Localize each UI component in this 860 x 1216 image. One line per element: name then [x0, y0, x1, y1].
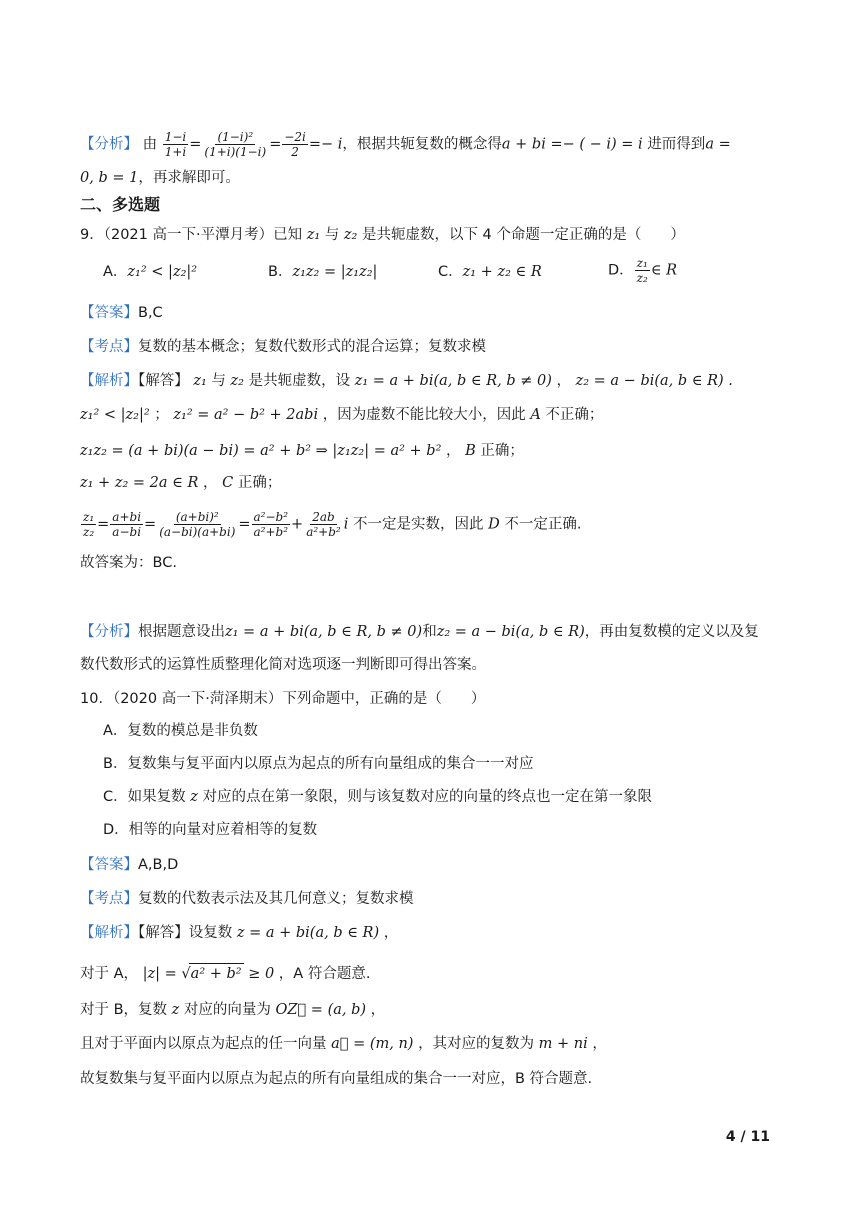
- math: a =: [705, 136, 731, 153]
- analysis-line-1: 【分析】 由 $\frac{1-i}{1+i}$ = $\frac{\text{(1−i)²}}{(1+i)(1-i)}$ = $\frac{-2i}{2}$ =− i，根据共轭复数的概念得a + bi =− ( − i) = i 进而得到a =: [80, 130, 731, 159]
- q10-option-b[interactable]: B．复数集与复平面内以原点为起点的所有向量组成的集合一一对应: [103, 756, 534, 772]
- fraction: $\frac{-2i}{2}$: [284, 130, 306, 159]
- q9-stem: 9．（2021 高一下·平潭月考）已知 z₁ 与 z₂ 是共轭虚数，以下 4 个命题一定正确的是（ ）: [80, 227, 685, 243]
- solution-tag: 【解析】: [80, 373, 138, 389]
- solution-tag: 【解析】: [80, 925, 138, 941]
- text: ，再求解即可。: [138, 170, 240, 186]
- q10-stem: 10．（2020 高一下·菏泽期末）下列命题中，正确的是（ ）: [80, 691, 486, 707]
- text: ，根据共轭复数的概念得: [342, 136, 502, 153]
- answer-tag: 【答案】: [80, 305, 138, 321]
- q10-solution-line-3: 对于 B，复数 z 对应的向量为 OZ⃗ = (a, b) ，: [80, 1002, 386, 1018]
- q10-solution-line-4: 且对于平面内以原点为起点的任一向量 a⃗ = (m, n) ，其对应的复数为 m + ni ，: [80, 1036, 607, 1052]
- q9-option-d[interactable]: D． $\frac{\text{z₁}}{\text{z₂}}$ ∈ R: [608, 256, 678, 285]
- text: 由: [142, 136, 158, 153]
- q10-option-c[interactable]: C．如果复数 z 对应的点在第一象限，则与该复数对应的向量的终点也一定在第一象限: [103, 789, 652, 805]
- q10-solution-line-5: 故复数集与复平面内以原点为起点的所有向量组成的集合一一对应，B 符合题意.: [80, 1071, 593, 1087]
- q9-solution-line-4: z₁ + z₂ = 2a ∈ R ， C 正确；: [80, 475, 282, 491]
- q9-analysis-line-1: 【分析】根据题意设出z₁ = a + bi(a, b ∈ R, b ≠ 0)和z₂ = a − bi(a, b ∈ R)，再由复数模的定义以及复: [80, 624, 759, 640]
- q9-solution-line-6: 故答案为：BC.: [80, 555, 177, 571]
- q10-solution-line-2: 对于 A， |z| = √a² + b² ≥ 0 ，A 符合题意.: [80, 963, 780, 984]
- math: a + bi =− ( − i) = i: [501, 136, 643, 153]
- fraction: $\frac{\text{(1−i)²}}{(1+i)(1-i)}$: [204, 130, 267, 159]
- q10-option-a[interactable]: A．复数的模总是非负数: [103, 723, 258, 739]
- text: 进而得到: [647, 136, 706, 153]
- section-title: 二、多选题: [80, 195, 161, 214]
- q9-analysis-line-2: 数代数形式的运算性质整理化简对选项逐一判断即可得出答案。: [80, 657, 486, 673]
- keypoint-tag: 【考点】: [80, 891, 138, 907]
- q10-keypoint: 【考点】复数的代数表示法及其几何意义；复数求模: [80, 891, 414, 907]
- q9-option-c[interactable]: C．z₁ + z₂ ∈ R: [438, 264, 542, 280]
- q9-option-b[interactable]: B．z₁z₂ = |z₁z₂|: [268, 264, 378, 280]
- q9-answer: 【答案】B,C: [80, 305, 163, 321]
- fraction: $\frac{1-i}{1+i}$: [164, 130, 187, 159]
- sqrt: a² + b²: [189, 963, 244, 984]
- q10-solution-line-1: 【解析】【解答】设复数 z = a + bi(a, b ∈ R) ，: [80, 925, 399, 941]
- q9-keypoint: 【考点】复数的基本概念；复数代数形式的混合运算；复数求模: [80, 339, 486, 355]
- analysis-tag: 【分析】: [80, 136, 138, 153]
- q9-solution-line-2: z₁² < |z₂|² ； z₁² = a² − b² + 2abi ，因为虚数不能比较大小，因此 A 不正确；: [80, 407, 604, 423]
- q10-option-d[interactable]: D．相等的向量对应着相等的复数: [103, 822, 318, 838]
- q10-answer: 【答案】A,B,D: [80, 857, 179, 873]
- math: 0, b = 1: [80, 170, 139, 186]
- q9-solution-line-3: z₁z₂ = (a + bi)(a − bi) = a² + b² ⇒ |z₁z₂| = a² + b² ， B 正确；: [80, 443, 524, 459]
- math: =− i: [308, 136, 343, 153]
- analysis-tag: 【分析】: [80, 624, 138, 640]
- q9-solution-line-5: $\frac{\text{z₁}}{\text{z₂}}$ = $\frac{a+bi}{a-bi}$ = $\frac{\text{(a+bi)²}}{(a-bi)(a+bi)}$ = $\frac{\text{a²−b²}}{\text{a²+b²}}$ + $\frac{2ab}{\text{a²+b²}}$ i 不一定是实数，因此 D 不一定正确.: [83, 510, 582, 539]
- q9-solution-line-1: 【解析】【解答】 z₁ 与 z₂ 是共轭虚数，设 z₁ = a + bi(a, b ∈ R, b ≠ 0) ， z₂ = a − bi(a, b ∈ R) .: [80, 373, 733, 389]
- page-number: 4 / 11: [725, 1129, 770, 1145]
- q9-option-a[interactable]: A．z₁² < |z₂|²: [103, 264, 198, 280]
- answer-tag: 【答案】: [80, 857, 138, 873]
- analysis-line-2: [80, 168, 780, 188]
- keypoint-tag: 【考点】: [80, 339, 138, 355]
